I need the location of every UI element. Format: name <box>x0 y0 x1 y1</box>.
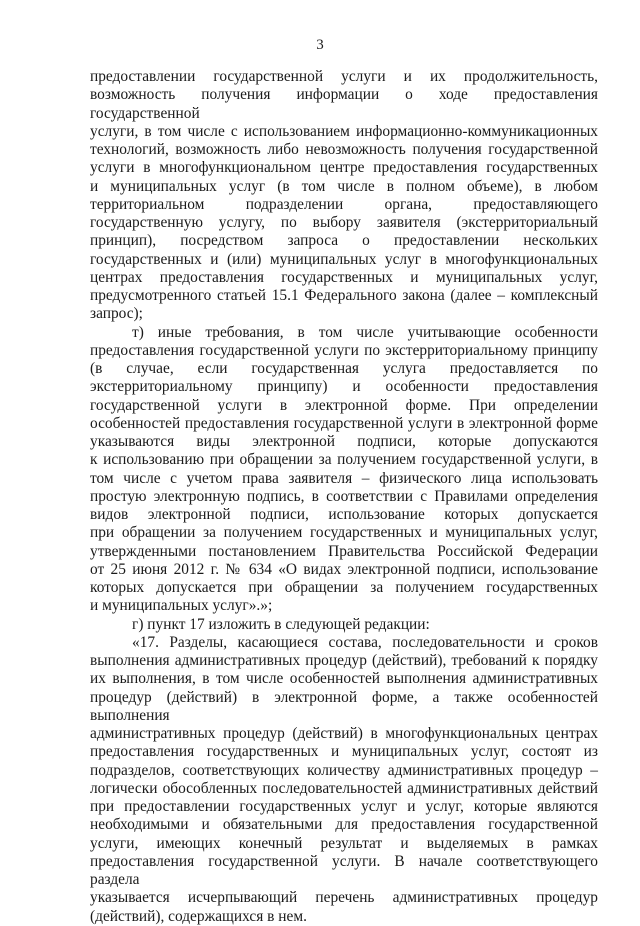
text-line: и муниципальных услуг (в том числе в полном объеме), в любом <box>90 177 598 195</box>
text-line: их выполнения, в том числе особенностей выполнения административных <box>90 670 598 688</box>
text-line: указываются виды электронной подписи, которые допускаются <box>90 433 598 450</box>
text-line: предоставления государственной услуги по экстерриториальному принципу <box>90 341 598 359</box>
text-line: услуги в многофункциональном центре предоставления государственных <box>90 159 598 177</box>
text-line: от 25 июня 2012 г. № 634 «О видах электронной подписи, использование <box>90 560 598 578</box>
text-line: предусмотренного статьей 15.1 Федерального закона (далее – комплексный <box>90 287 598 304</box>
text-line: административных процедур (действий) в многофункциональных центрах <box>90 725 598 742</box>
text-line: при предоставлении государственных услуг и услуг, которые являются <box>90 798 598 815</box>
text-line: логически обособленных последовательностей административных действий <box>90 779 598 797</box>
text-line: (действий), содержащихся в нем. <box>90 907 307 925</box>
text-line: г) пункт 17 изложить в следующей редакции: <box>132 615 430 633</box>
text-line: экстерриториальному принципу) и особенности предоставления <box>90 378 598 396</box>
text-line: принцип), посредством запроса о предоставлении нескольких <box>90 232 598 250</box>
text-line: предоставления государственных и муниципальных услуг, состоят из <box>90 743 598 761</box>
text-line: запрос); <box>90 305 143 323</box>
text-line: видов электронной подписи, использование которых допускается <box>90 506 598 523</box>
text-line: возможность получения информации о ходе предоставления государственной <box>90 86 598 122</box>
text-line: и муниципальных услуг».»; <box>90 597 273 615</box>
text-line: выполнения административных процедур (действий), требований к порядку <box>90 652 598 669</box>
text-line: процедур (действий) в электронной форме, а также особенностей выполнения <box>90 688 598 724</box>
text-line: особенностей предоставления государственной услуги в электронной форме <box>90 414 598 432</box>
text-line: т) иные требования, в том числе учитывающие особенности <box>132 323 598 341</box>
page-number: 3 <box>316 37 324 53</box>
text-line: предоставлении государственной услуги и их продолжительность, <box>90 68 598 85</box>
paragraph-4 <box>90 634 598 926</box>
paragraph-3 <box>90 616 598 634</box>
text-line: при обращении за получением государственных и муниципальных услуг, <box>90 524 598 542</box>
text-line: подразделов, соответствующих количеству административных процедур – <box>90 761 598 779</box>
text-line: территориальном подразделении органа, предоставляющего <box>90 195 598 213</box>
text-line: том числе с учетом права заявителя – физического лица использовать <box>90 469 598 487</box>
paragraph-1 <box>90 68 598 324</box>
text-line: государственную услугу, по выбору заявителя (экстерриториальный <box>90 214 598 231</box>
text-line: «17. Разделы, касающиеся состава, последовательности и сроков <box>132 633 598 651</box>
paragraph-2 <box>90 324 598 616</box>
text-line: указывается исчерпывающий перечень административных процедур <box>90 889 598 907</box>
text-line: (в случае, если государственная услуга предоставляется по <box>90 360 598 377</box>
document-body <box>90 68 598 926</box>
text-line: услуги, в том числе с использованием информационно-коммуникационных <box>90 122 598 140</box>
text-line: утвержденными постановлением Правительства Российской Федерации <box>90 542 598 560</box>
text-line: которых допускается при обращении за получением государственных <box>90 579 598 596</box>
text-line: государственной услуги в электронной форме. При определении <box>90 396 598 414</box>
text-line: услуги, имеющих конечный результат и выделяемых в рамках <box>90 834 598 852</box>
text-line: к использованию при обращении за получением государственной услуги, в <box>90 451 598 469</box>
text-line: необходимыми и обязательными для предоставления государственной <box>90 816 598 834</box>
text-line: центрах предоставления государственных и муниципальных услуг, <box>90 268 598 286</box>
text-line: государственных и (или) муниципальных услуг в многофункциональных <box>90 250 598 268</box>
text-line: простую электронную подпись, в соответствии с Правилами определения <box>90 487 598 505</box>
text-line: технологий, возможность либо невозможность получения государственной <box>90 141 598 158</box>
text-line: предоставления государственной услуги. В начале соответствующего раздела <box>90 852 598 888</box>
